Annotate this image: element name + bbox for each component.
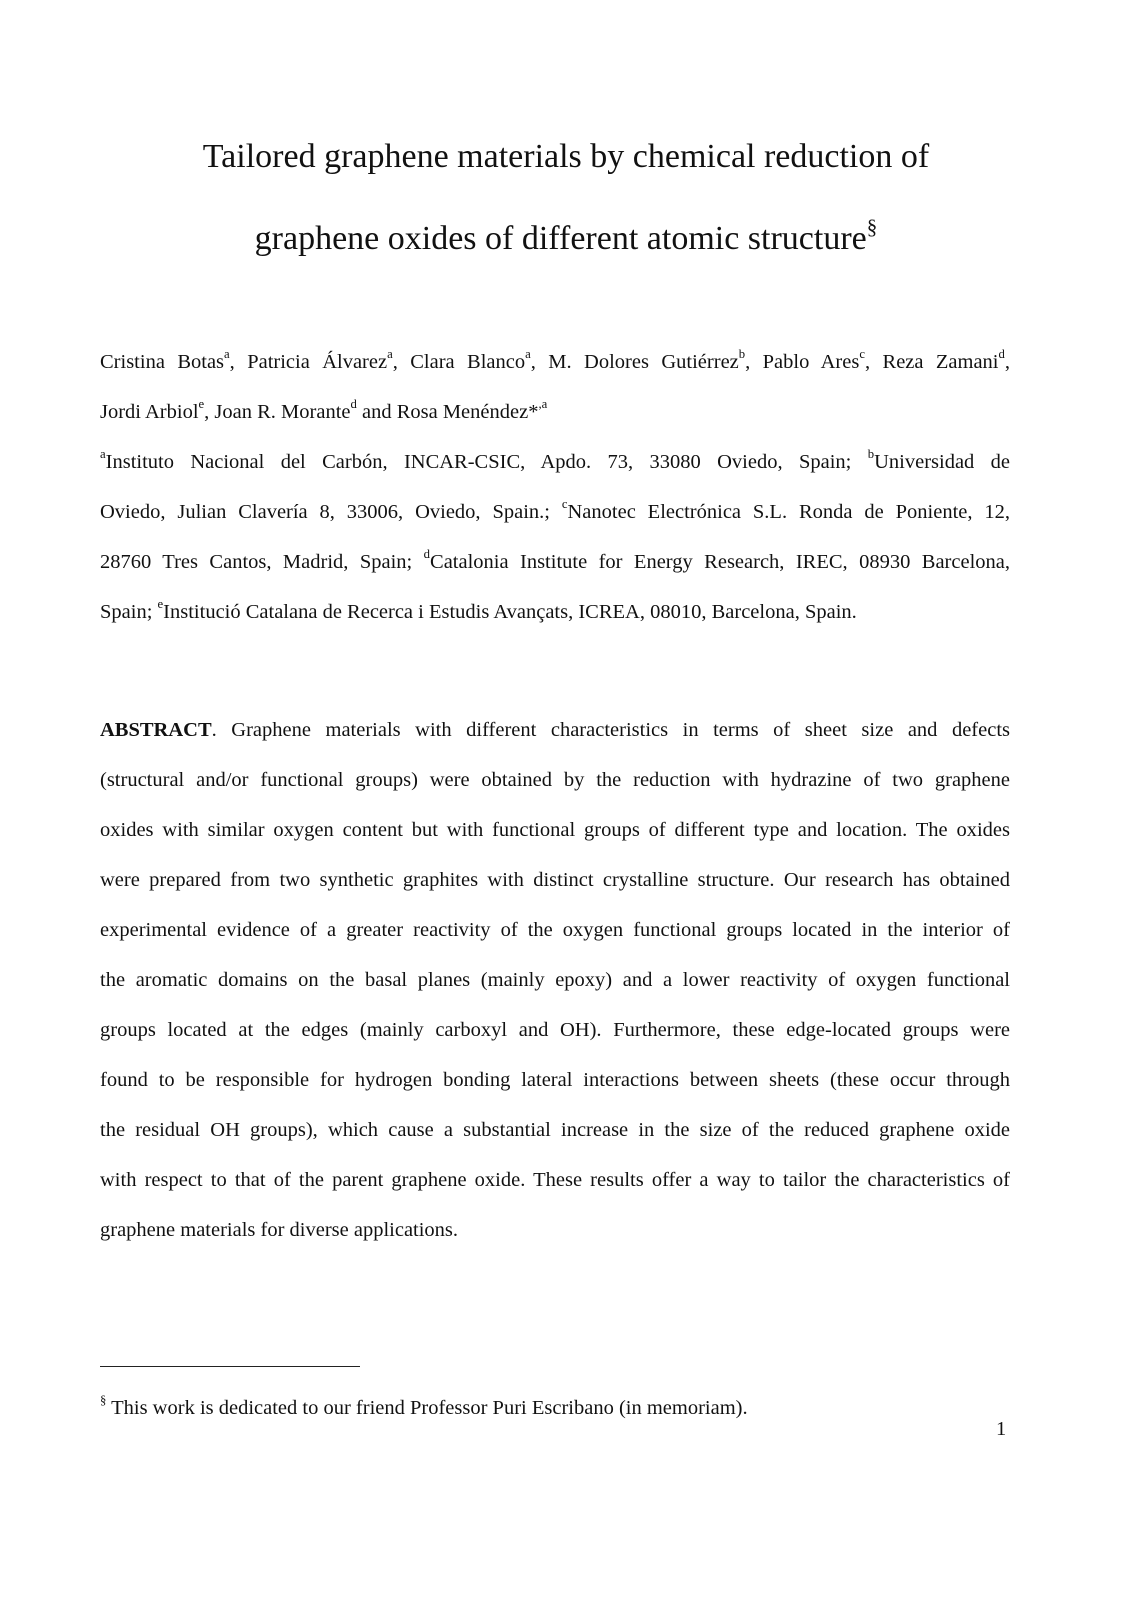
abstract-line: found to be responsible for hydrogen bonding lateral interactions between sheets (these occur through (100, 1069, 1010, 1091)
affiliation-mark: ,a (538, 397, 548, 412)
affiliation-mark: a (525, 347, 531, 362)
affiliation-mark: d (423, 547, 431, 562)
abstract-line: the aromatic domains on the basal planes (mainly epoxy) and a lower reactivity of oxygen functional (100, 969, 1010, 991)
footnote-separator (100, 1366, 360, 1367)
author-name: , Pablo Ares (745, 351, 860, 373)
abstract-line: oxides with similar oxygen content but with functional groups of different type and location. The oxides (100, 819, 1010, 841)
affiliation-text: Spain; (100, 601, 158, 623)
abstract-heading: ABSTRACT (100, 719, 212, 741)
title-text: graphene oxides of different atomic structure (254, 220, 867, 257)
affiliation-mark: e (198, 397, 205, 412)
affiliation-text: Universidad de (874, 451, 1011, 473)
affiliation-mark: c (859, 347, 865, 362)
title-text: Tailored graphene materials by chemical reduction of (202, 138, 930, 175)
affiliation-mark: a (224, 347, 230, 362)
affiliation-text: Institució Catalana de Recerca i Estudis Avançats, ICREA, 08010, Barcelona, Spain. (163, 601, 857, 623)
author-name: Jordi Arbiol (100, 401, 199, 423)
abstract-line: experimental evidence of a greater reactivity of the oxygen functional groups located in the interior of (100, 919, 1010, 941)
affiliation-mark: a (100, 447, 106, 462)
affiliation-mark: a (387, 347, 393, 362)
paper-title-line-1 (100, 140, 1032, 174)
author-name: , Clara Blanco (392, 351, 526, 373)
author-name: , Reza Zamani (864, 351, 999, 373)
abstract-text: . Graphene materials with different characteristics in terms of sheet size and defects (211, 719, 1010, 741)
affiliation-mark: b (867, 447, 875, 462)
author-name: , M. Dolores Gutiérrez (530, 351, 739, 373)
author-name: Cristina Botas (100, 351, 225, 373)
abstract-line: with respect to that of the parent graphene oxide. These results offer a way to tailor the characteristics of (100, 1169, 1010, 1191)
paper-title-line-2 (100, 214, 1032, 257)
affiliation-mark: d (350, 397, 357, 412)
affiliation-mark: c (561, 497, 568, 512)
author-list-line-2 (100, 397, 1010, 423)
author-name: and Rosa Menéndez* (356, 401, 539, 423)
author-name: , Patricia Álvarez (229, 351, 388, 373)
author-list-line-1 (100, 347, 1010, 373)
affiliation-text: Instituto Nacional del Carbón, INCAR-CSIC, Apdo. 73, 33080 Oviedo, Spain; (105, 451, 868, 473)
title-footnote-mark: § (866, 214, 878, 239)
abstract-line: graphene materials for diverse applications. (100, 1219, 459, 1241)
footnote (100, 1393, 960, 1419)
affiliation-mark: b (738, 347, 746, 362)
affiliation-text: 28760 Tres Cantos, Madrid, Spain; (100, 551, 424, 573)
abstract-line: (structural and/or functional groups) were obtained by the reduction with hydrazine of two graphene (100, 769, 1010, 791)
author-name: , Joan R. Morante (204, 401, 351, 423)
footnote-mark: § (100, 1393, 107, 1408)
author-separator: , (1004, 351, 1010, 373)
affiliation-line-2 (100, 497, 1010, 523)
affiliation-text: Nanotec Electrónica S.L. Ronda de Poniente, 12, (567, 501, 1010, 523)
affiliation-text: Oviedo, Julian Clavería 8, 33006, Oviedo, Spain.; (100, 501, 562, 523)
affiliation-line-4 (100, 597, 1010, 623)
page-number: 1 (996, 1418, 1007, 1440)
affiliation-mark: e (157, 597, 164, 612)
abstract-line (100, 720, 1010, 741)
abstract-line: the residual OH groups), which cause a substantial increase in the size of the reduced graphene oxide (100, 1119, 1010, 1141)
affiliation-line-3 (100, 547, 1010, 573)
footnote-text: This work is dedicated to our friend Professor Puri Escribano (in memoriam). (106, 1397, 748, 1419)
affiliation-mark: d (998, 347, 1005, 362)
abstract-line: were prepared from two synthetic graphites with distinct crystalline structure. Our research has obtained (100, 869, 1010, 891)
affiliation-line-1 (100, 447, 1011, 473)
affiliation-text: Catalonia Institute for Energy Research, IREC, 08930 Barcelona, (430, 551, 1010, 573)
abstract-line: groups located at the edges (mainly carboxyl and OH). Furthermore, these edge-located groups were (100, 1019, 1010, 1041)
